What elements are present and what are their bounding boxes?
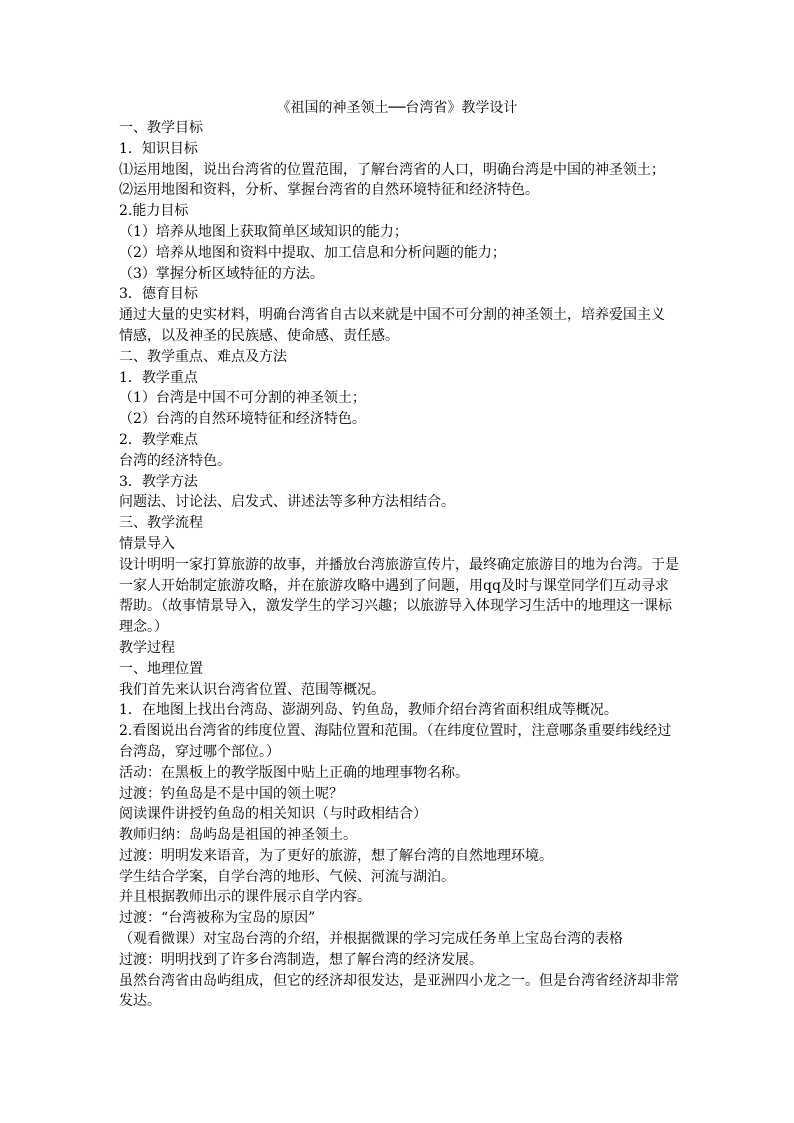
text-line: 1．在地图上找出台湾岛、澎湖列岛、钓鱼岛，教师介绍台湾省面积组成等概况。	[119, 702, 618, 719]
subsection-heading: 3．德育目标	[119, 286, 198, 303]
subsection-heading: 1．知识目标	[119, 140, 198, 157]
document-body	[119, 118, 679, 1012]
text-line: 虽然台湾省由岛屿组成，但它的经济却很发达，是亚洲四小龙之一。但是台湾省经济却非常	[119, 972, 679, 989]
text-line: （1）台湾是中国不可分割的神圣领土；	[119, 390, 366, 407]
text-line: 通过大量的史实材料，明确台湾省自古以来就是中国不可分割的神圣领土，培养爱国主义	[119, 307, 665, 324]
text-line: 设计明明一家打算旅游的故事，并播放台湾旅游宣传片，最终确定旅游目的地为台湾。于是	[119, 556, 679, 573]
text-line: 活动：在黑板上的教学版图中贴上正确的地理事物名称。	[119, 764, 469, 781]
text-line: 台湾岛，穿过哪个部位。）	[119, 743, 280, 760]
text-line: ⑴运用地图，说出台湾省的位置范围，了解台湾省的人口，明确台湾是中国的神圣领土；	[119, 161, 665, 178]
text-line: 帮助。（故事情景导入，激发学生的学习兴趣；以旅游导入体现学习生活中的地理这一课标	[119, 598, 672, 615]
text-line: 问题法、讨论法、启发式、讲述法等多种方法相结合。	[119, 494, 455, 511]
text-line: 过渡：明明发来语音，为了更好的旅游，想了解台湾的自然地理环境。	[119, 847, 553, 864]
text-line: 我们首先来认识台湾省位置、范围等概况。	[119, 681, 385, 698]
text-line: 学生结合学案，自学台湾的地形、气候、河流与湖泊。	[119, 868, 455, 885]
text-line: ⑵运用地图和资料，分析、掌握台湾省的自然环境特征和经济特色。	[119, 182, 539, 199]
text-line: 发达。	[119, 993, 161, 1010]
section-heading: 一、地理位置	[119, 660, 203, 677]
text-line: 过渡：“台湾被称为宝岛的原因”	[119, 910, 316, 927]
text-line: 理念。）	[119, 619, 168, 636]
document-title: 《祖国的神圣领土──台湾省》教学设计	[276, 100, 518, 116]
subsection-heading: 2.能力目标	[119, 203, 189, 220]
text-line: 阅读课件讲授钓鱼岛的相关知识（与时政相结合）	[119, 806, 427, 823]
subsection-heading: 情景导入	[119, 535, 175, 552]
text-line: （2）台湾的自然环境特征和经济特色。	[119, 411, 366, 428]
text-line: 过渡：钓鱼岛是不是中国的领土呢？	[119, 785, 343, 802]
subsection-heading: 1．教学重点	[119, 369, 198, 386]
subsection-heading: 3．教学方法	[119, 473, 198, 490]
text-line: （观看微课）对宝岛台湾的介绍，并根据微课的学习完成任务单上宝岛台湾的表格	[119, 931, 623, 948]
subsection-heading: 教学过程	[119, 639, 175, 656]
text-line: （3）掌握分析区域特征的方法。	[119, 265, 324, 282]
subsection-heading: 2．教学难点	[119, 431, 198, 448]
text-line: 台湾的经济特色。	[119, 452, 231, 469]
text-line: 2.看图说出台湾省的纬度位置、海陆位置和范围。（在纬度位置时，注意哪条重要纬线经过	[119, 723, 672, 740]
text-line: （2）培养从地图和资料中提取、加工信息和分析问题的能力；	[119, 244, 506, 261]
section-heading: 一、教学目标	[119, 120, 203, 136]
section-heading: 二、教学重点、难点及方法	[119, 348, 287, 365]
text-line: （1）培养从地图上获取简单区域知识的能力；	[119, 223, 408, 240]
text-line: 过渡：明明找到了许多台湾制造，想了解台湾的经济发展。	[119, 951, 483, 968]
text-line: 教师归纳：岛屿岛是祖国的神圣领土。	[119, 827, 357, 844]
section-heading: 三、教学流程	[119, 515, 203, 532]
text-line: 情感，以及神圣的民族感、使命感、责任感。	[119, 327, 399, 344]
text-line: 一家人开始制定旅游攻略，并在旅游攻略中遇到了问题，用qq及时与课堂同学们互动寻求	[119, 577, 669, 594]
text-line: 并且根据教师出示的课件展示自学内容。	[119, 889, 371, 906]
